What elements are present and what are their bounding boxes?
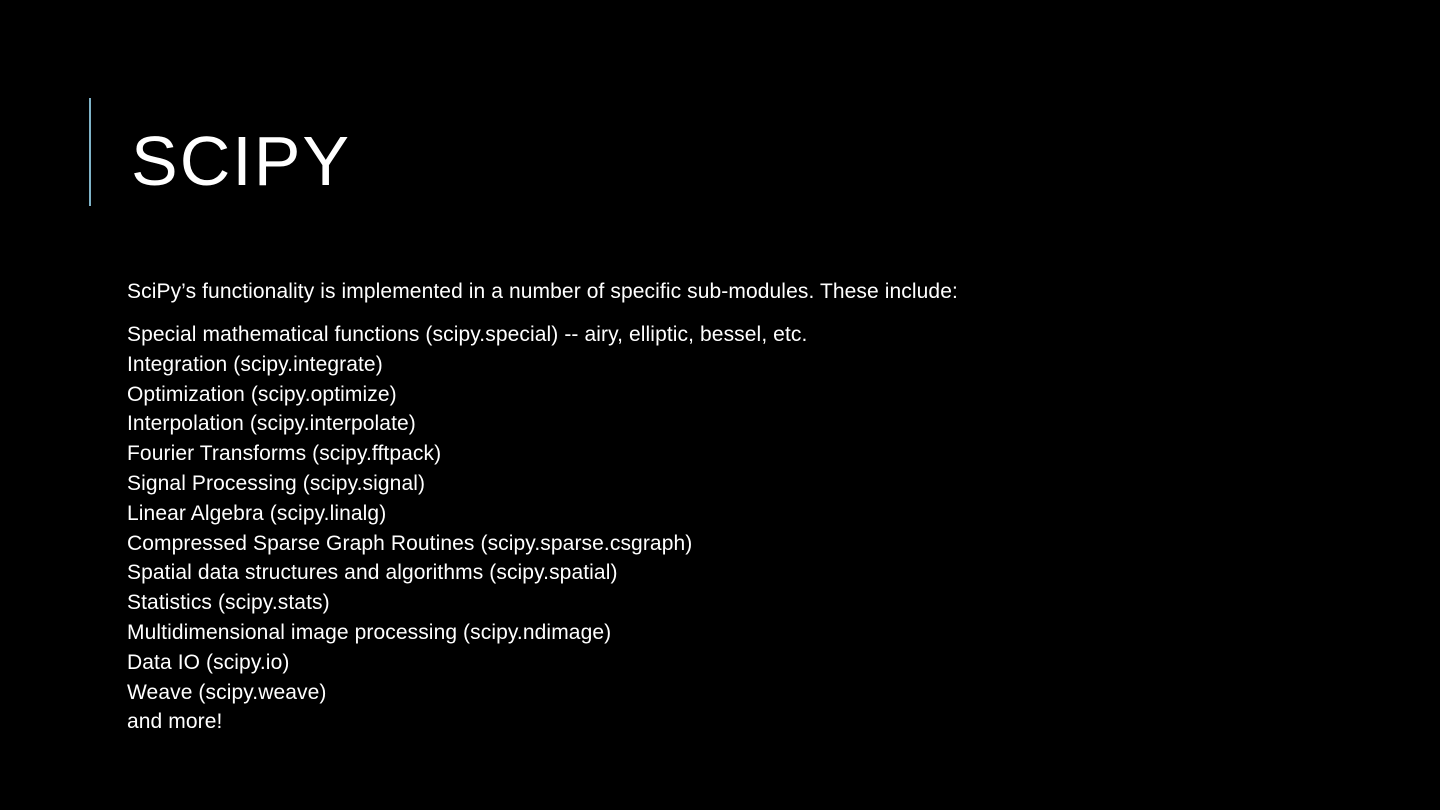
list-item: Data IO (scipy.io): [127, 650, 290, 674]
list-item: Signal Processing (scipy.signal): [127, 471, 426, 495]
list-item: Integration (scipy.integrate): [127, 352, 383, 376]
list-item: Fourier Transforms (scipy.fftpack): [127, 442, 442, 466]
list-item: Multidimensional image processing (scipy.ndimage): [127, 620, 612, 644]
list-item: Optimization (scipy.optimize): [127, 382, 397, 406]
list-item: Special mathematical functions (scipy.special) -- airy, elliptic, bessel, etc.: [127, 323, 808, 346]
title-accent-bar: [89, 98, 91, 206]
slide-title: SCIPY: [131, 122, 352, 200]
intro-paragraph: SciPy’s functionality is implemented in a number of specific sub-modules. These include:: [127, 280, 958, 303]
list-item: Linear Algebra (scipy.linalg): [127, 501, 387, 525]
list-item: Statistics (scipy.stats): [127, 591, 330, 615]
list-item: Compressed Sparse Graph Routines (scipy.sparse.csgraph): [127, 531, 693, 555]
list-item: Spatial data structures and algorithms (scipy.spatial): [127, 561, 618, 585]
list-item: Interpolation (scipy.interpolate): [127, 412, 416, 436]
list-item: Weave (scipy.weave): [127, 680, 327, 704]
list-item: and more!: [127, 710, 223, 734]
submodule-list: [127, 320, 807, 737]
